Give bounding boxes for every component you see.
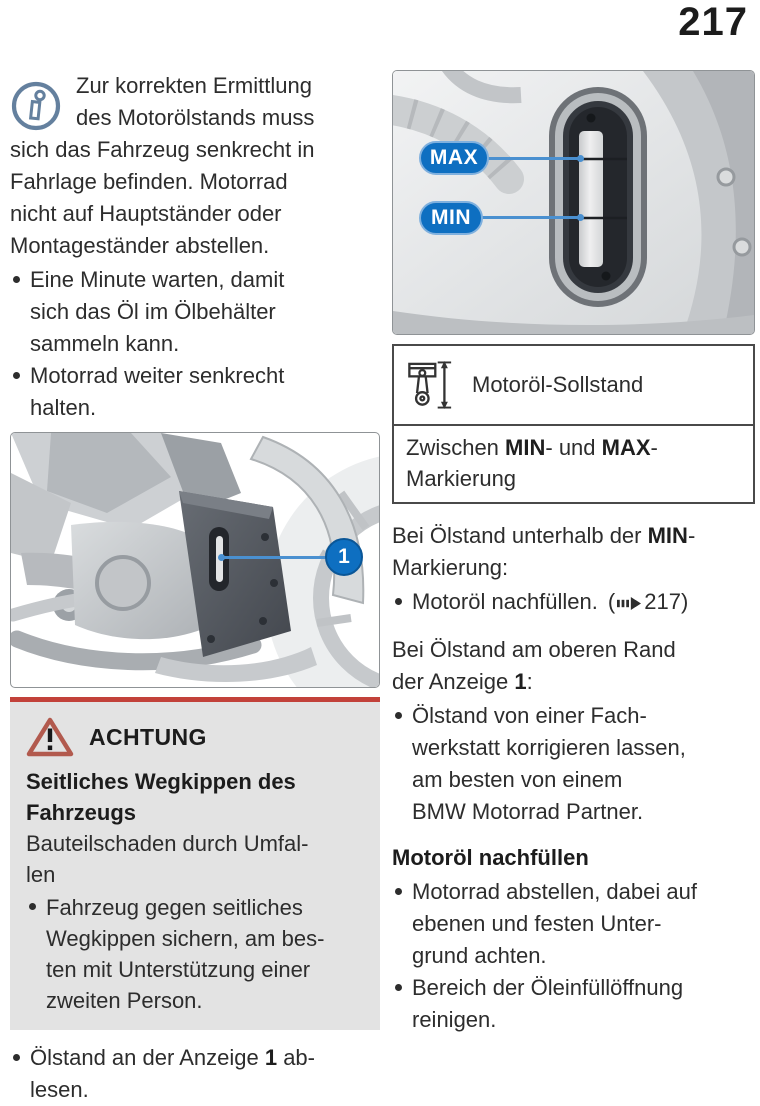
callout-leader-line: [221, 556, 327, 559]
figure-oil-level-window: [392, 70, 755, 335]
spec-label: Motoröl-Sollstand: [472, 372, 644, 397]
piston-icon: [406, 358, 454, 412]
page-reference: ( 217 ): [607, 589, 689, 614]
reference-arrow-icon: [617, 597, 641, 610]
right-column: [392, 70, 755, 1036]
paragraph-upper-edge: Bei Ölstand am oberen Rand der Anzeige 1: Ölstand von einer Fach- werkstatt korrigieren lassen, am besten von einem BMW Motorrad Partner.: [392, 634, 755, 828]
min-leader-line: [481, 216, 581, 219]
paragraph-below-min: Bei Ölstand unterhalb der MIN- Markierung: Motoröl nachfüllen. ( 217 ): [392, 520, 755, 618]
list-item: Ölstand von einer Fach- werkstatt korrigieren lassen, am besten von einem BMW Motorrad Partner.: [392, 700, 755, 828]
spec-table-row-value: Zwischen MIN- und MAX- Markierung: [394, 424, 753, 502]
right-bullet-list: [392, 876, 755, 1036]
list-item: Motorrad abstellen, dabei auf ebenen und festen Unter- grund achten.: [392, 876, 755, 972]
max-leader-line: [487, 157, 581, 160]
section-heading: Motoröl nachfüllen: [392, 845, 589, 870]
figure-sight-glass-location: [10, 432, 380, 688]
min-label: MIN: [419, 201, 483, 235]
info-icon: [10, 73, 64, 133]
warning-heading: Seitliches Wegkippen des Fahrzeugs: [26, 769, 296, 825]
info-note: [10, 70, 380, 262]
left-column: [10, 70, 380, 1106]
list-item: Motorrad weiter senkrecht halten.: [10, 360, 380, 424]
warning-title: ACHTUNG: [89, 723, 207, 750]
list-item: Motoröl nachfüllen. ( 217 ): [392, 586, 755, 618]
list-item: Bereich der Öleinfüllöffnung reinigen.: [392, 972, 755, 1036]
warning-box: [10, 697, 380, 1030]
warning-triangle-icon: [26, 715, 74, 759]
spec-table-row-title: [394, 346, 753, 424]
info-text: Zur korrekten Ermittlung des Motorölstands muss sich das Fahrzeug senkrecht in Fahrlage befinden. Motorrad nicht auf Hauptständer oder Montageständer abstellen.: [10, 73, 315, 258]
page-number: 217: [678, 0, 748, 44]
spec-table: [392, 344, 755, 504]
list-item: Eine Minute warten, damit sich das Öl im Ölbehälter sammeln kann.: [10, 264, 380, 360]
left-bullet-list: [10, 264, 380, 424]
list-item: Ölstand an der Anzeige 1 ab- lesen.: [10, 1042, 380, 1106]
left-final-bullet-list: [10, 1042, 380, 1106]
list-item: Fahrzeug gegen seitliches Wegkippen sichern, am bes- ten mit Unterstützung einer zweiten Person.: [26, 892, 364, 1016]
warning-bullet-list: [26, 892, 364, 1016]
motorcycle-illustration: [11, 433, 379, 687]
warning-header: [26, 714, 364, 760]
callout-1-badge: 1: [325, 538, 363, 576]
warning-body: Bauteilschaden durch Umfal- len: [26, 831, 309, 887]
max-label: MAX: [419, 141, 489, 175]
